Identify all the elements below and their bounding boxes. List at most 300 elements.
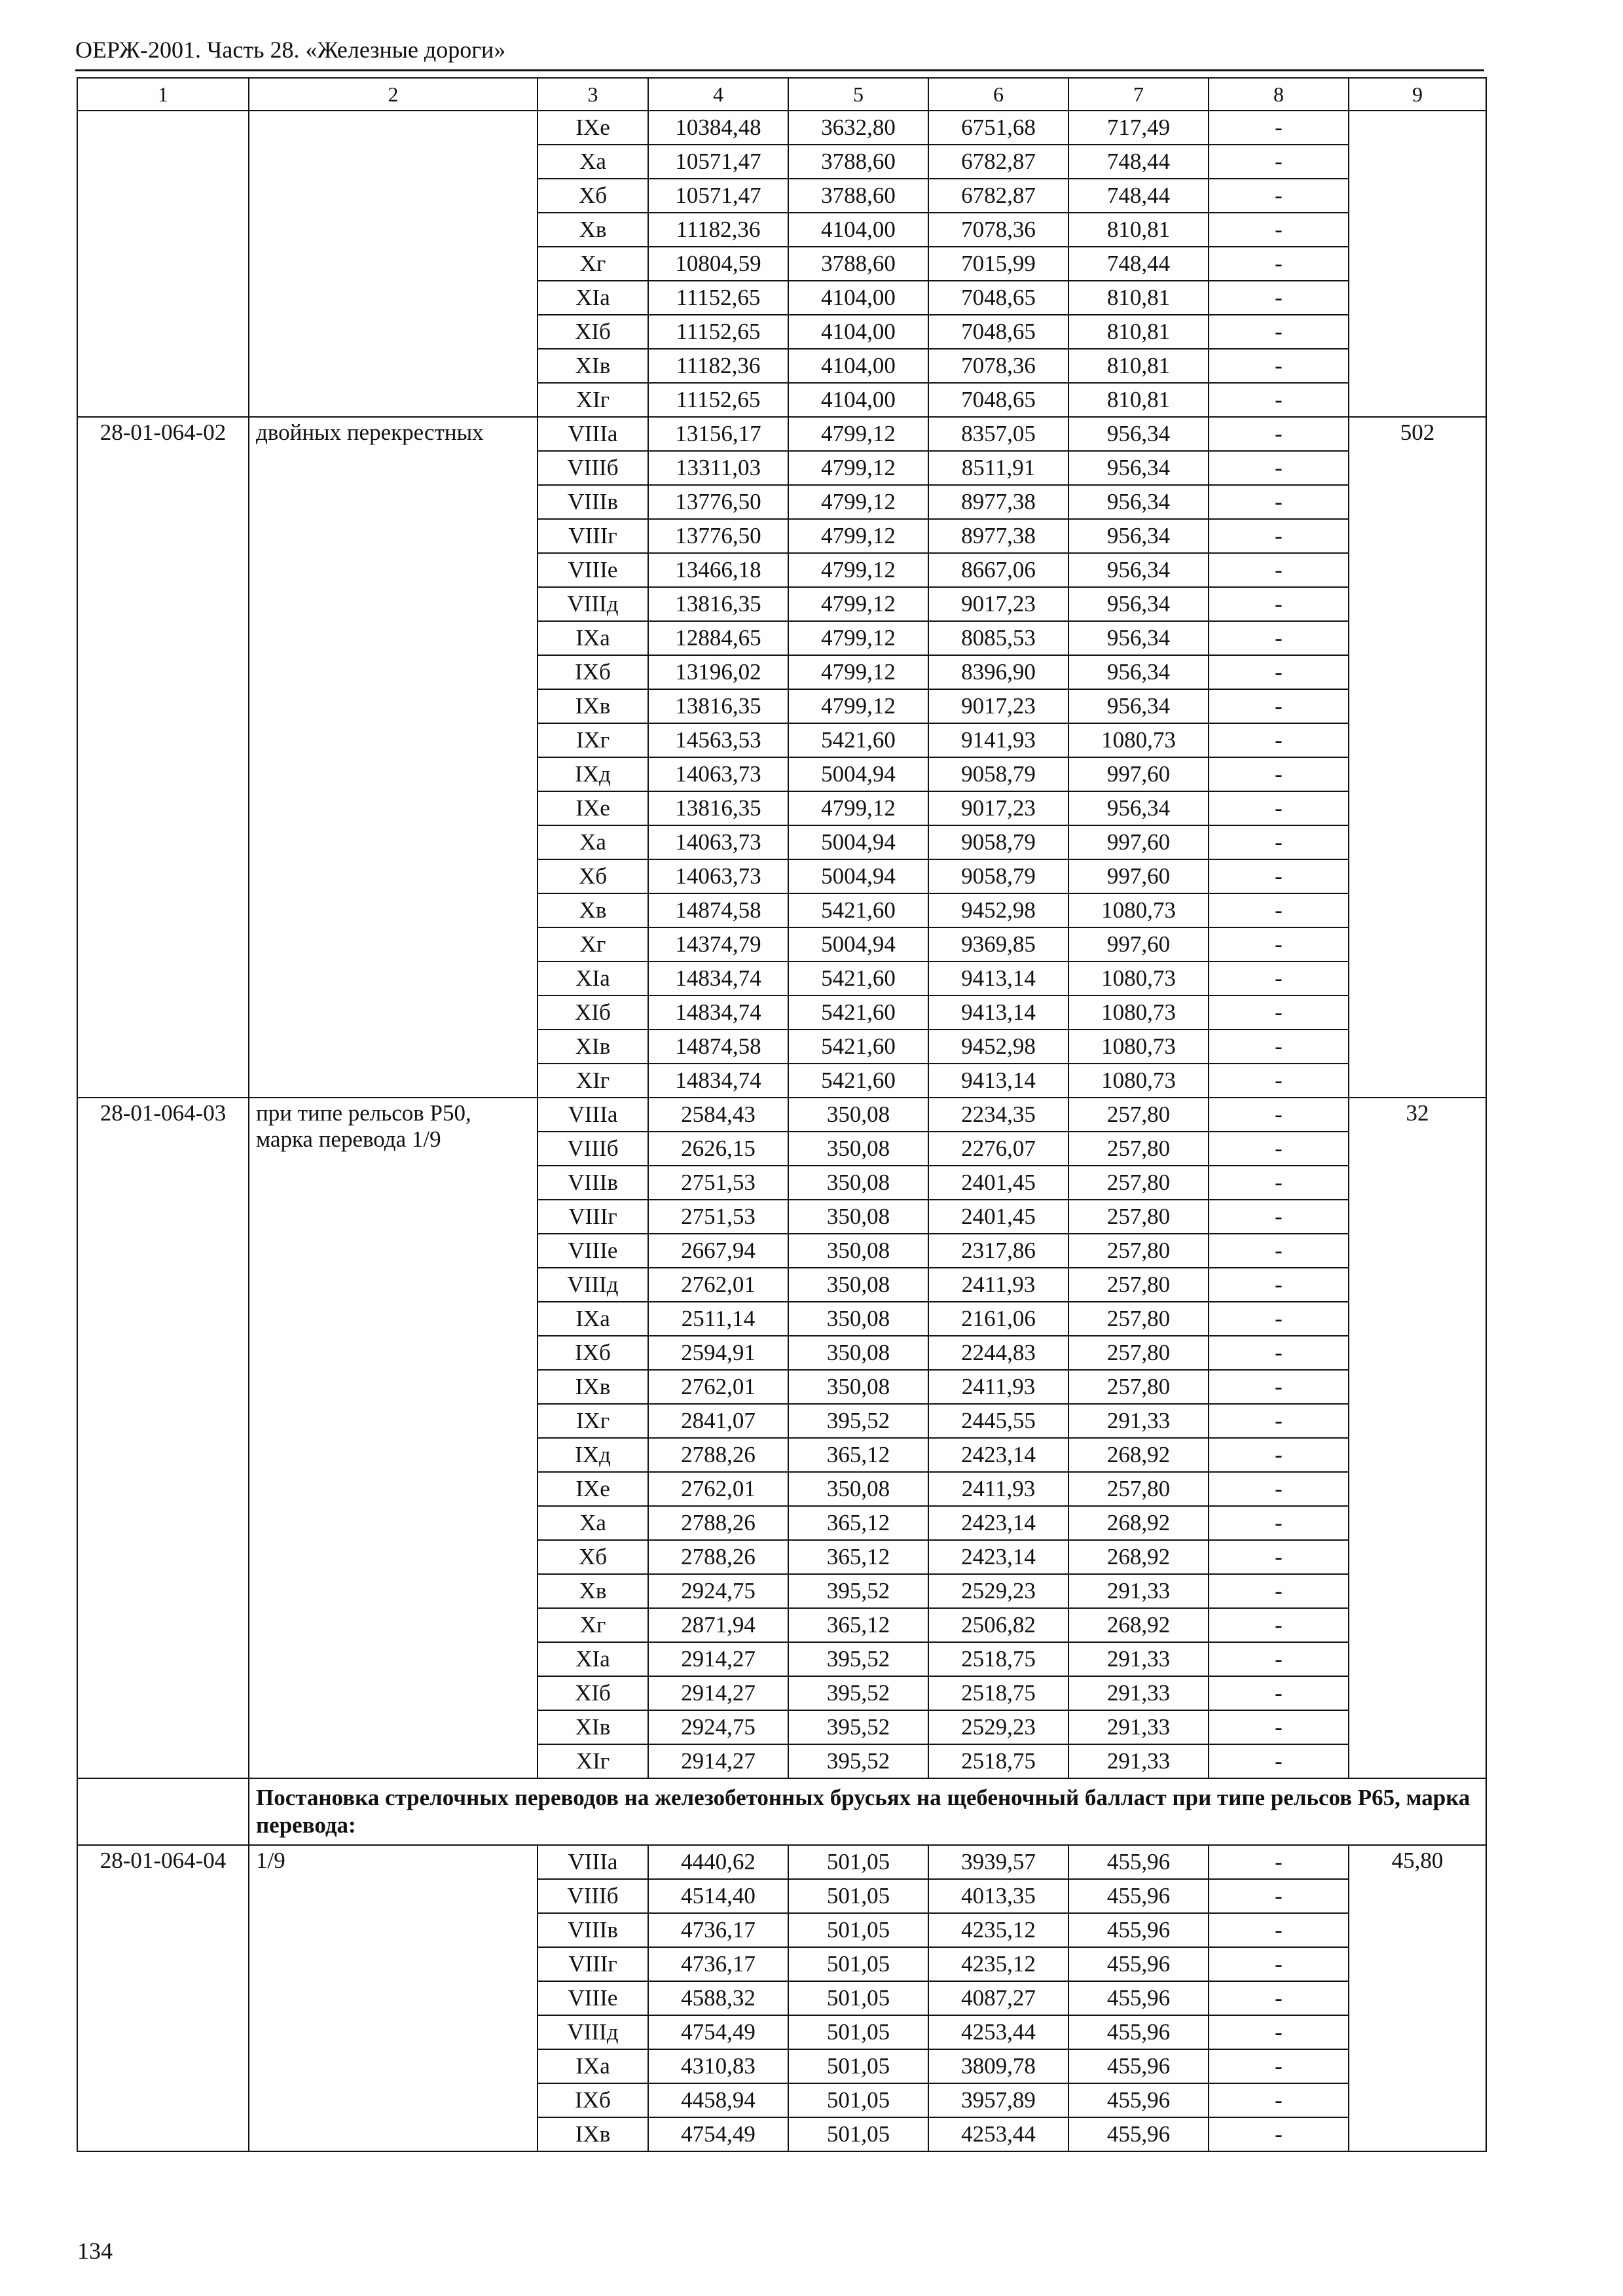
- col8-cell: -: [1209, 519, 1349, 553]
- zone-cell: XIб: [538, 996, 648, 1030]
- col4-cell: 2762,01: [648, 1370, 788, 1404]
- col8-cell: -: [1209, 485, 1349, 519]
- col6-cell: 3957,89: [928, 2083, 1068, 2117]
- col4-cell: 2751,53: [648, 1166, 788, 1200]
- col7-cell: 1080,73: [1068, 961, 1209, 996]
- col8-cell: -: [1209, 859, 1349, 893]
- col7-cell: 257,80: [1068, 1200, 1209, 1234]
- col6-cell: 9141,93: [928, 723, 1068, 757]
- col6-cell: 2529,23: [928, 1574, 1068, 1608]
- col5-cell: 350,08: [788, 1336, 928, 1370]
- col6-cell: 8511,91: [928, 451, 1068, 485]
- col4-cell: 4754,49: [648, 2015, 788, 2049]
- header-rule: [75, 69, 1484, 71]
- col5-cell: 4799,12: [788, 587, 928, 621]
- col7-cell: 257,80: [1068, 1370, 1209, 1404]
- col4-cell: 2914,27: [648, 1744, 788, 1778]
- zone-cell: VIIIе: [538, 553, 648, 587]
- zone-cell: VIIIд: [538, 587, 648, 621]
- col6-cell: 4087,27: [928, 1981, 1068, 2015]
- col6-cell: 7048,65: [928, 315, 1068, 349]
- column-number-cell: 2: [249, 78, 538, 111]
- col6-cell: 4253,44: [928, 2015, 1068, 2049]
- col8-cell: -: [1209, 281, 1349, 315]
- zone-cell: VIIIг: [538, 519, 648, 553]
- zone-cell: IXе: [538, 1472, 648, 1506]
- col4-cell: 11152,65: [648, 281, 788, 315]
- zone-cell: VIIIе: [538, 1234, 648, 1268]
- col4-cell: 4310,83: [648, 2049, 788, 2083]
- col8-cell: -: [1209, 961, 1349, 996]
- col4-cell: 14063,73: [648, 825, 788, 859]
- col5-cell: 4104,00: [788, 315, 928, 349]
- col7-cell: 1080,73: [1068, 1064, 1209, 1098]
- col4-cell: 2511,14: [648, 1302, 788, 1336]
- col7-cell: 257,80: [1068, 1336, 1209, 1370]
- col7-cell: 291,33: [1068, 1744, 1209, 1778]
- zone-cell: VIIIб: [538, 1132, 648, 1166]
- col4-cell: 13156,17: [648, 417, 788, 451]
- col6-cell: 2411,93: [928, 1268, 1068, 1302]
- col7-cell: 455,96: [1068, 1981, 1209, 2015]
- col6-cell: 2529,23: [928, 1710, 1068, 1744]
- col7-cell: 810,81: [1068, 213, 1209, 247]
- col8-cell: -: [1209, 996, 1349, 1030]
- col7-cell: 748,44: [1068, 145, 1209, 179]
- col7-cell: 268,92: [1068, 1438, 1209, 1472]
- col4-cell: 2667,94: [648, 1234, 788, 1268]
- col8-cell: -: [1209, 1472, 1349, 1506]
- col4-cell: 10571,47: [648, 145, 788, 179]
- col7-cell: 956,34: [1068, 553, 1209, 587]
- column-number-cell: 4: [648, 78, 788, 111]
- zone-cell: VIIIг: [538, 1947, 648, 1981]
- zone-cell: VIIIа: [538, 417, 648, 451]
- column-number-cell: 1: [77, 78, 249, 111]
- zone-cell: XIг: [538, 1744, 648, 1778]
- col6-cell: 3809,78: [928, 2049, 1068, 2083]
- col7-cell: 956,34: [1068, 485, 1209, 519]
- col8-cell: -: [1209, 1200, 1349, 1234]
- col8-cell: -: [1209, 145, 1349, 179]
- col4-cell: 10384,48: [648, 111, 788, 145]
- col8-cell: -: [1209, 2049, 1349, 2083]
- col8-cell: -: [1209, 1030, 1349, 1064]
- col5-cell: 501,05: [788, 2117, 928, 2151]
- zone-cell: VIIIд: [538, 2015, 648, 2049]
- col8-cell: -: [1209, 689, 1349, 723]
- page-number: 134: [77, 2238, 113, 2264]
- col5-cell: 5421,60: [788, 961, 928, 996]
- zone-cell: Xв: [538, 1574, 648, 1608]
- col6-cell: 4013,35: [928, 1879, 1068, 1913]
- col8-cell: -: [1209, 315, 1349, 349]
- zone-cell: VIIIб: [538, 1879, 648, 1913]
- col6-cell: 9413,14: [928, 1064, 1068, 1098]
- zone-cell: XIа: [538, 961, 648, 996]
- section-title: Постановка стрелочных переводов на железобетонных брусьях на щебеночный балласт при типе рельсов Р65, марка перевода:: [249, 1778, 1486, 1845]
- col5-cell: 395,52: [788, 1676, 928, 1710]
- col6-cell: 6782,87: [928, 145, 1068, 179]
- col7-cell: 291,33: [1068, 1404, 1209, 1438]
- col7-cell: 956,34: [1068, 519, 1209, 553]
- col8-cell: -: [1209, 1540, 1349, 1574]
- col6-cell: 4235,12: [928, 1913, 1068, 1947]
- col5-cell: 5004,94: [788, 859, 928, 893]
- col5-cell: 3788,60: [788, 247, 928, 281]
- col4-cell: 14063,73: [648, 859, 788, 893]
- col5-cell: 5421,60: [788, 723, 928, 757]
- zone-cell: IXа: [538, 621, 648, 655]
- zone-cell: IXе: [538, 791, 648, 825]
- zone-cell: IXа: [538, 2049, 648, 2083]
- zone-cell: IXд: [538, 757, 648, 791]
- col8-cell: -: [1209, 1438, 1349, 1472]
- col7-cell: 257,80: [1068, 1234, 1209, 1268]
- col8-cell: -: [1209, 1608, 1349, 1642]
- col9-cell: 32: [1349, 1098, 1486, 1778]
- col4-cell: 4754,49: [648, 2117, 788, 2151]
- col6-cell: 9017,23: [928, 587, 1068, 621]
- col8-cell: -: [1209, 2083, 1349, 2117]
- zone-cell: Xб: [538, 1540, 648, 1574]
- col6-cell: 2411,93: [928, 1370, 1068, 1404]
- col5-cell: 365,12: [788, 1506, 928, 1540]
- col4-cell: 2762,01: [648, 1472, 788, 1506]
- col7-cell: 455,96: [1068, 1845, 1209, 1879]
- col6-cell: 2161,06: [928, 1302, 1068, 1336]
- running-head: ОЕРЖ-2001. Часть 28. «Железные дороги»: [75, 37, 506, 63]
- col6-cell: 2401,45: [928, 1200, 1068, 1234]
- col5-cell: 4799,12: [788, 791, 928, 825]
- col7-cell: 291,33: [1068, 1676, 1209, 1710]
- rates-table: [77, 77, 1487, 2152]
- zone-cell: IXг: [538, 723, 648, 757]
- col4-cell: 4514,40: [648, 1879, 788, 1913]
- col8-cell: -: [1209, 383, 1349, 417]
- col4-cell: 14374,79: [648, 927, 788, 961]
- col7-cell: 956,34: [1068, 655, 1209, 689]
- col5-cell: 4799,12: [788, 451, 928, 485]
- col6-cell: 7078,36: [928, 213, 1068, 247]
- zone-cell: Xа: [538, 145, 648, 179]
- col6-cell: 2518,75: [928, 1676, 1068, 1710]
- zone-cell: IXб: [538, 1336, 648, 1370]
- col8-cell: -: [1209, 213, 1349, 247]
- zone-cell: IXд: [538, 1438, 648, 1472]
- section-empty-cell: [77, 1778, 249, 1845]
- col6-cell: 2401,45: [928, 1166, 1068, 1200]
- col7-cell: 455,96: [1068, 2015, 1209, 2049]
- zone-cell: VIIIа: [538, 1098, 648, 1132]
- col8-cell: -: [1209, 1981, 1349, 2015]
- col4-cell: 2841,07: [648, 1404, 788, 1438]
- col5-cell: 4799,12: [788, 485, 928, 519]
- col5-cell: 395,52: [788, 1642, 928, 1676]
- col8-cell: -: [1209, 1064, 1349, 1098]
- col8-cell: -: [1209, 1744, 1349, 1778]
- col4-cell: 2762,01: [648, 1268, 788, 1302]
- col4-cell: 13196,02: [648, 655, 788, 689]
- zone-cell: XIг: [538, 383, 648, 417]
- col5-cell: 395,52: [788, 1404, 928, 1438]
- col7-cell: 810,81: [1068, 383, 1209, 417]
- col5-cell: 350,08: [788, 1370, 928, 1404]
- col5-cell: 5421,60: [788, 996, 928, 1030]
- col5-cell: 5421,60: [788, 1064, 928, 1098]
- col5-cell: 4799,12: [788, 417, 928, 451]
- col6-cell: 9058,79: [928, 859, 1068, 893]
- col5-cell: 350,08: [788, 1302, 928, 1336]
- zone-cell: XIв: [538, 349, 648, 383]
- col7-cell: 956,34: [1068, 621, 1209, 655]
- column-number-cell: 6: [928, 78, 1068, 111]
- col6-cell: 9413,14: [928, 996, 1068, 1030]
- col8-cell: -: [1209, 1268, 1349, 1302]
- col8-cell: -: [1209, 1336, 1349, 1370]
- col8-cell: -: [1209, 1710, 1349, 1744]
- col5-cell: 4104,00: [788, 383, 928, 417]
- col7-cell: 257,80: [1068, 1302, 1209, 1336]
- table-row: [77, 111, 1486, 145]
- col4-cell: 14834,74: [648, 1064, 788, 1098]
- col7-cell: 956,34: [1068, 417, 1209, 451]
- col4-cell: 11182,36: [648, 213, 788, 247]
- zone-cell: IXе: [538, 111, 648, 145]
- zone-cell: IXв: [538, 689, 648, 723]
- col8-cell: -: [1209, 1574, 1349, 1608]
- description-cell: [249, 111, 538, 417]
- column-number-row: [77, 78, 1486, 111]
- column-number-cell: 9: [1349, 78, 1486, 111]
- col6-cell: 8085,53: [928, 621, 1068, 655]
- col7-cell: 257,80: [1068, 1132, 1209, 1166]
- col4-cell: 14874,58: [648, 1030, 788, 1064]
- col8-cell: -: [1209, 655, 1349, 689]
- col8-cell: -: [1209, 757, 1349, 791]
- col6-cell: 9452,98: [928, 1030, 1068, 1064]
- zone-cell: Xг: [538, 1608, 648, 1642]
- column-number-cell: 5: [788, 78, 928, 111]
- col6-cell: 9058,79: [928, 757, 1068, 791]
- col9-cell: [1349, 111, 1486, 417]
- col6-cell: 7048,65: [928, 383, 1068, 417]
- col6-cell: 2317,86: [928, 1234, 1068, 1268]
- zone-cell: VIIIе: [538, 1981, 648, 2015]
- col5-cell: 350,08: [788, 1098, 928, 1132]
- col7-cell: 1080,73: [1068, 893, 1209, 927]
- zone-cell: IXб: [538, 2083, 648, 2117]
- col6-cell: 2506,82: [928, 1608, 1068, 1642]
- col4-cell: 4588,32: [648, 1981, 788, 2015]
- col4-cell: 2788,26: [648, 1438, 788, 1472]
- col8-cell: -: [1209, 1370, 1349, 1404]
- col6-cell: 8357,05: [928, 417, 1068, 451]
- col8-cell: -: [1209, 1642, 1349, 1676]
- col6-cell: 6782,87: [928, 179, 1068, 213]
- col4-cell: 4440,62: [648, 1845, 788, 1879]
- col4-cell: 4736,17: [648, 1913, 788, 1947]
- zone-cell: VIIIв: [538, 485, 648, 519]
- section-heading-row: [77, 1778, 1486, 1845]
- col7-cell: 268,92: [1068, 1540, 1209, 1574]
- zone-cell: XIа: [538, 281, 648, 315]
- col4-cell: 11152,65: [648, 383, 788, 417]
- col8-cell: -: [1209, 723, 1349, 757]
- col6-cell: 9058,79: [928, 825, 1068, 859]
- col5-cell: 4799,12: [788, 553, 928, 587]
- col7-cell: 717,49: [1068, 111, 1209, 145]
- col4-cell: 14834,74: [648, 996, 788, 1030]
- col8-cell: -: [1209, 791, 1349, 825]
- col8-cell: -: [1209, 1404, 1349, 1438]
- table-row: [77, 1845, 1486, 1879]
- col7-cell: 810,81: [1068, 315, 1209, 349]
- col4-cell: 2924,75: [648, 1710, 788, 1744]
- zone-cell: Xб: [538, 179, 648, 213]
- col6-cell: 9017,23: [928, 689, 1068, 723]
- col7-cell: 291,33: [1068, 1710, 1209, 1744]
- col8-cell: -: [1209, 1234, 1349, 1268]
- col4-cell: 2788,26: [648, 1506, 788, 1540]
- zone-cell: Xв: [538, 893, 648, 927]
- col6-cell: 2423,14: [928, 1506, 1068, 1540]
- col4-cell: 2871,94: [648, 1608, 788, 1642]
- col5-cell: 395,52: [788, 1710, 928, 1744]
- col4-cell: 14834,74: [648, 961, 788, 996]
- col5-cell: 350,08: [788, 1166, 928, 1200]
- col5-cell: 501,05: [788, 1947, 928, 1981]
- col5-cell: 5421,60: [788, 1030, 928, 1064]
- col7-cell: 956,34: [1068, 791, 1209, 825]
- col4-cell: 11182,36: [648, 349, 788, 383]
- col6-cell: 2445,55: [928, 1404, 1068, 1438]
- zone-cell: IXб: [538, 655, 648, 689]
- col6-cell: 6751,68: [928, 111, 1068, 145]
- col7-cell: 748,44: [1068, 179, 1209, 213]
- col4-cell: 13311,03: [648, 451, 788, 485]
- col8-cell: -: [1209, 179, 1349, 213]
- col7-cell: 810,81: [1068, 281, 1209, 315]
- col4-cell: 4736,17: [648, 1947, 788, 1981]
- col8-cell: -: [1209, 893, 1349, 927]
- col4-cell: 14063,73: [648, 757, 788, 791]
- col7-cell: 748,44: [1068, 247, 1209, 281]
- col8-cell: -: [1209, 621, 1349, 655]
- table-row: [77, 1098, 1486, 1132]
- col7-cell: 956,34: [1068, 451, 1209, 485]
- col4-cell: 2914,27: [648, 1642, 788, 1676]
- col7-cell: 1080,73: [1068, 723, 1209, 757]
- zone-cell: IXа: [538, 1302, 648, 1336]
- col6-cell: 7015,99: [928, 247, 1068, 281]
- zone-cell: VIIIв: [538, 1913, 648, 1947]
- col5-cell: 365,12: [788, 1438, 928, 1472]
- zone-cell: VIIIб: [538, 451, 648, 485]
- col5-cell: 3632,80: [788, 111, 928, 145]
- col8-cell: -: [1209, 1845, 1349, 1879]
- col6-cell: 2423,14: [928, 1540, 1068, 1574]
- zone-cell: Xб: [538, 859, 648, 893]
- zone-cell: Xа: [538, 825, 648, 859]
- col7-cell: 268,92: [1068, 1506, 1209, 1540]
- col7-cell: 268,92: [1068, 1608, 1209, 1642]
- zone-cell: Xв: [538, 213, 648, 247]
- col7-cell: 257,80: [1068, 1472, 1209, 1506]
- col5-cell: 4799,12: [788, 621, 928, 655]
- table-row: [77, 417, 1486, 451]
- col8-cell: -: [1209, 1132, 1349, 1166]
- col5-cell: 3788,60: [788, 179, 928, 213]
- col4-cell: 10571,47: [648, 179, 788, 213]
- zone-cell: XIг: [538, 1064, 648, 1098]
- rate-code-cell: 28-01-064-04: [77, 1845, 249, 2151]
- col8-cell: -: [1209, 451, 1349, 485]
- col7-cell: 997,60: [1068, 927, 1209, 961]
- col7-cell: 291,33: [1068, 1574, 1209, 1608]
- col7-cell: 455,96: [1068, 1947, 1209, 1981]
- description-cell: 1/9: [249, 1845, 538, 2151]
- col7-cell: 1080,73: [1068, 1030, 1209, 1064]
- zone-cell: XIв: [538, 1710, 648, 1744]
- col7-cell: 810,81: [1068, 349, 1209, 383]
- col5-cell: 4104,00: [788, 349, 928, 383]
- col5-cell: 365,12: [788, 1540, 928, 1574]
- col5-cell: 350,08: [788, 1268, 928, 1302]
- col6-cell: 8396,90: [928, 655, 1068, 689]
- col9-cell: 45,80: [1349, 1845, 1486, 2151]
- col5-cell: 3788,60: [788, 145, 928, 179]
- col6-cell: 3939,57: [928, 1845, 1068, 1879]
- col6-cell: 9369,85: [928, 927, 1068, 961]
- col5-cell: 501,05: [788, 2015, 928, 2049]
- col5-cell: 395,52: [788, 1744, 928, 1778]
- col6-cell: 2518,75: [928, 1642, 1068, 1676]
- col7-cell: 257,80: [1068, 1268, 1209, 1302]
- zone-cell: VIIIд: [538, 1268, 648, 1302]
- col6-cell: 2244,83: [928, 1336, 1068, 1370]
- col7-cell: 956,34: [1068, 689, 1209, 723]
- col4-cell: 13816,35: [648, 587, 788, 621]
- col7-cell: 455,96: [1068, 2049, 1209, 2083]
- col8-cell: -: [1209, 111, 1349, 145]
- col5-cell: 501,05: [788, 2049, 928, 2083]
- zone-cell: Xа: [538, 1506, 648, 1540]
- col6-cell: 2276,07: [928, 1132, 1068, 1166]
- zone-cell: Xг: [538, 927, 648, 961]
- description-cell: при типе рельсов Р50, марка перевода 1/9: [249, 1098, 538, 1778]
- col8-cell: -: [1209, 927, 1349, 961]
- column-number-cell: 7: [1068, 78, 1209, 111]
- col5-cell: 4799,12: [788, 519, 928, 553]
- col4-cell: 2924,75: [648, 1574, 788, 1608]
- table-body: [77, 78, 1486, 2151]
- zone-cell: XIб: [538, 1676, 648, 1710]
- zone-cell: IXг: [538, 1404, 648, 1438]
- col8-cell: -: [1209, 1506, 1349, 1540]
- col4-cell: 2594,91: [648, 1336, 788, 1370]
- col6-cell: 2518,75: [928, 1744, 1068, 1778]
- col4-cell: 11152,65: [648, 315, 788, 349]
- col5-cell: 395,52: [788, 1574, 928, 1608]
- col4-cell: 13816,35: [648, 689, 788, 723]
- col4-cell: 13816,35: [648, 791, 788, 825]
- col7-cell: 257,80: [1068, 1098, 1209, 1132]
- col5-cell: 365,12: [788, 1608, 928, 1642]
- col5-cell: 501,05: [788, 1913, 928, 1947]
- col6-cell: 8977,38: [928, 485, 1068, 519]
- col5-cell: 4799,12: [788, 689, 928, 723]
